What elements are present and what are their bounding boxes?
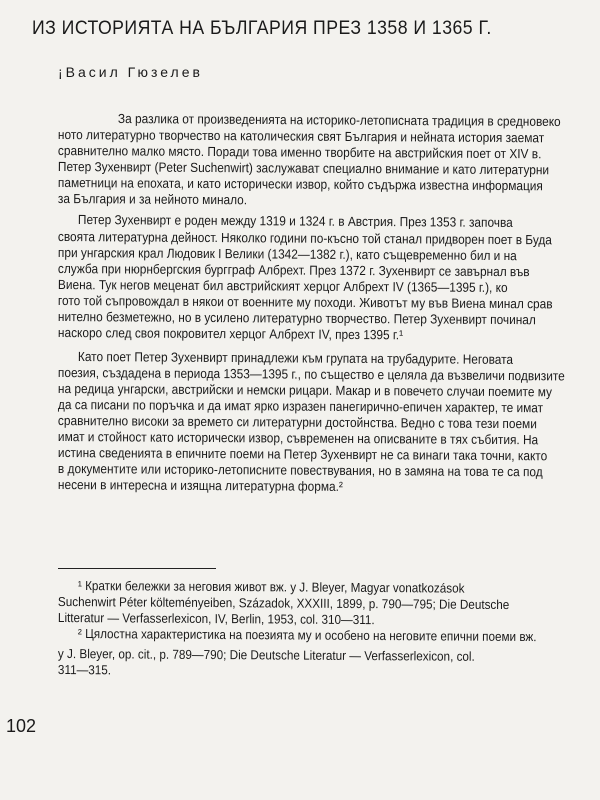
- body-line: несени в интересна и изящна литературна форма.²: [57, 477, 343, 494]
- footnote-line: 311—315.: [57, 662, 112, 678]
- footnote-line: ² Цялостна характеристика на поезията му и особено на неговите епични поеми вж.: [77, 626, 537, 645]
- body-line: Петер Зухенвирт е роден между 1319 и 1324 г. в Австрия. През 1353 г. започва: [77, 212, 513, 230]
- body-line: поезия, създадена в периода 1353—1395 г., по същество е целяла да възвеличи подвизите: [57, 365, 565, 384]
- body-line: наскоро след своя покровител херцог Албрехт IV, през 1395 г.¹: [57, 325, 404, 343]
- body-line: Петер Зухенвирт (Peter Suchenwirt) заслужават специално внимание и като литературни: [57, 159, 550, 178]
- body-line: на редица унгарски, австрийски и немски рицари. Макар и в повечето случаи поемите му: [57, 381, 553, 400]
- page-title: ИЗ ИСТОРИЯТА НА БЪЛГАРИЯ ПРЕЗ 1358 И 1365 Г.: [32, 18, 492, 39]
- body-line: гото той съпровождал в някои от военните му походи. Животът му във Виена минал срав: [57, 293, 553, 312]
- author-name: ¡Васил Гюзелев: [58, 64, 203, 80]
- footnote-line: Suchenwirt Péter költeményeiben, Századok, XXXIII, 1899, p. 790—795; Die Deutsche: [57, 594, 510, 613]
- body-line: нително безметежно, но в усилено литературно творчество. Петер Зухенвирт починал: [57, 309, 536, 328]
- body-line: паметници на епохата, и като исторически извор, който съдържа известна информация: [57, 175, 543, 194]
- body-line: служба при нюрнбергския бургграф Албрехт. През 1372 г. Зухенвирт се завърнал във: [57, 261, 530, 280]
- footnote-divider: [58, 568, 216, 569]
- body-line: сравнително високи за времето си литературни достойнства. Ведно с това тези поеми: [57, 413, 537, 432]
- footnote-line: у J. Bleyer, op. cit., p. 789—790; Die Deutsche Literatur — Verfasserlexicon, col.: [57, 646, 475, 664]
- body-line: За разлика от произведенията на историко-летописната традиция в средновеко: [117, 111, 561, 130]
- body-line: имат и стойност като исторически извор, съвременен на описваните в тях събития. На: [57, 429, 539, 448]
- body-line: ното литературно творчество на католическия свят България и нейната история заемат: [57, 127, 545, 146]
- body-line: при унгарския крал Людовик I Велики (1342—1382 г.), като същевременно бил и на: [57, 245, 517, 264]
- body-line: Виена. Тук негов меценат бил австрийският херцог Албрехт IV (1365—1395 г.), ко: [57, 277, 508, 296]
- body-line: за България и за нейното минало.: [57, 191, 248, 208]
- body-line: сравнително малко място. Поради това именно творбите на австрийския поет от XIV в.: [57, 143, 542, 162]
- body-line: Като поет Петер Зухенвирт принадлежи към групата на трубадурите. Неговата: [77, 349, 514, 367]
- body-line: истина сведенията в епичните поеми на Петер Зухенвирт не са винаги така точни, както: [57, 445, 548, 464]
- footnote-line: ¹ Кратки бележки за неговия живот вж. у J. Bleyer, Magyar vonatkozások: [77, 578, 465, 596]
- body-line: в документите или историко-летописните повествувания, но в замяна на това те са под: [57, 461, 543, 480]
- page-number: 102: [6, 716, 37, 736]
- footnote-line: Litteratur — Verfasserlexicon, IV, Berlin, 1953, col. 310—311.: [57, 610, 375, 628]
- body-line: да са писани по поръчка и да имат ярко изразен панегирично-епичен характер, те имат: [57, 397, 544, 416]
- body-line: своята литературна дейност. Няколко години по-късно той станал придворен поет в Буда: [57, 229, 552, 248]
